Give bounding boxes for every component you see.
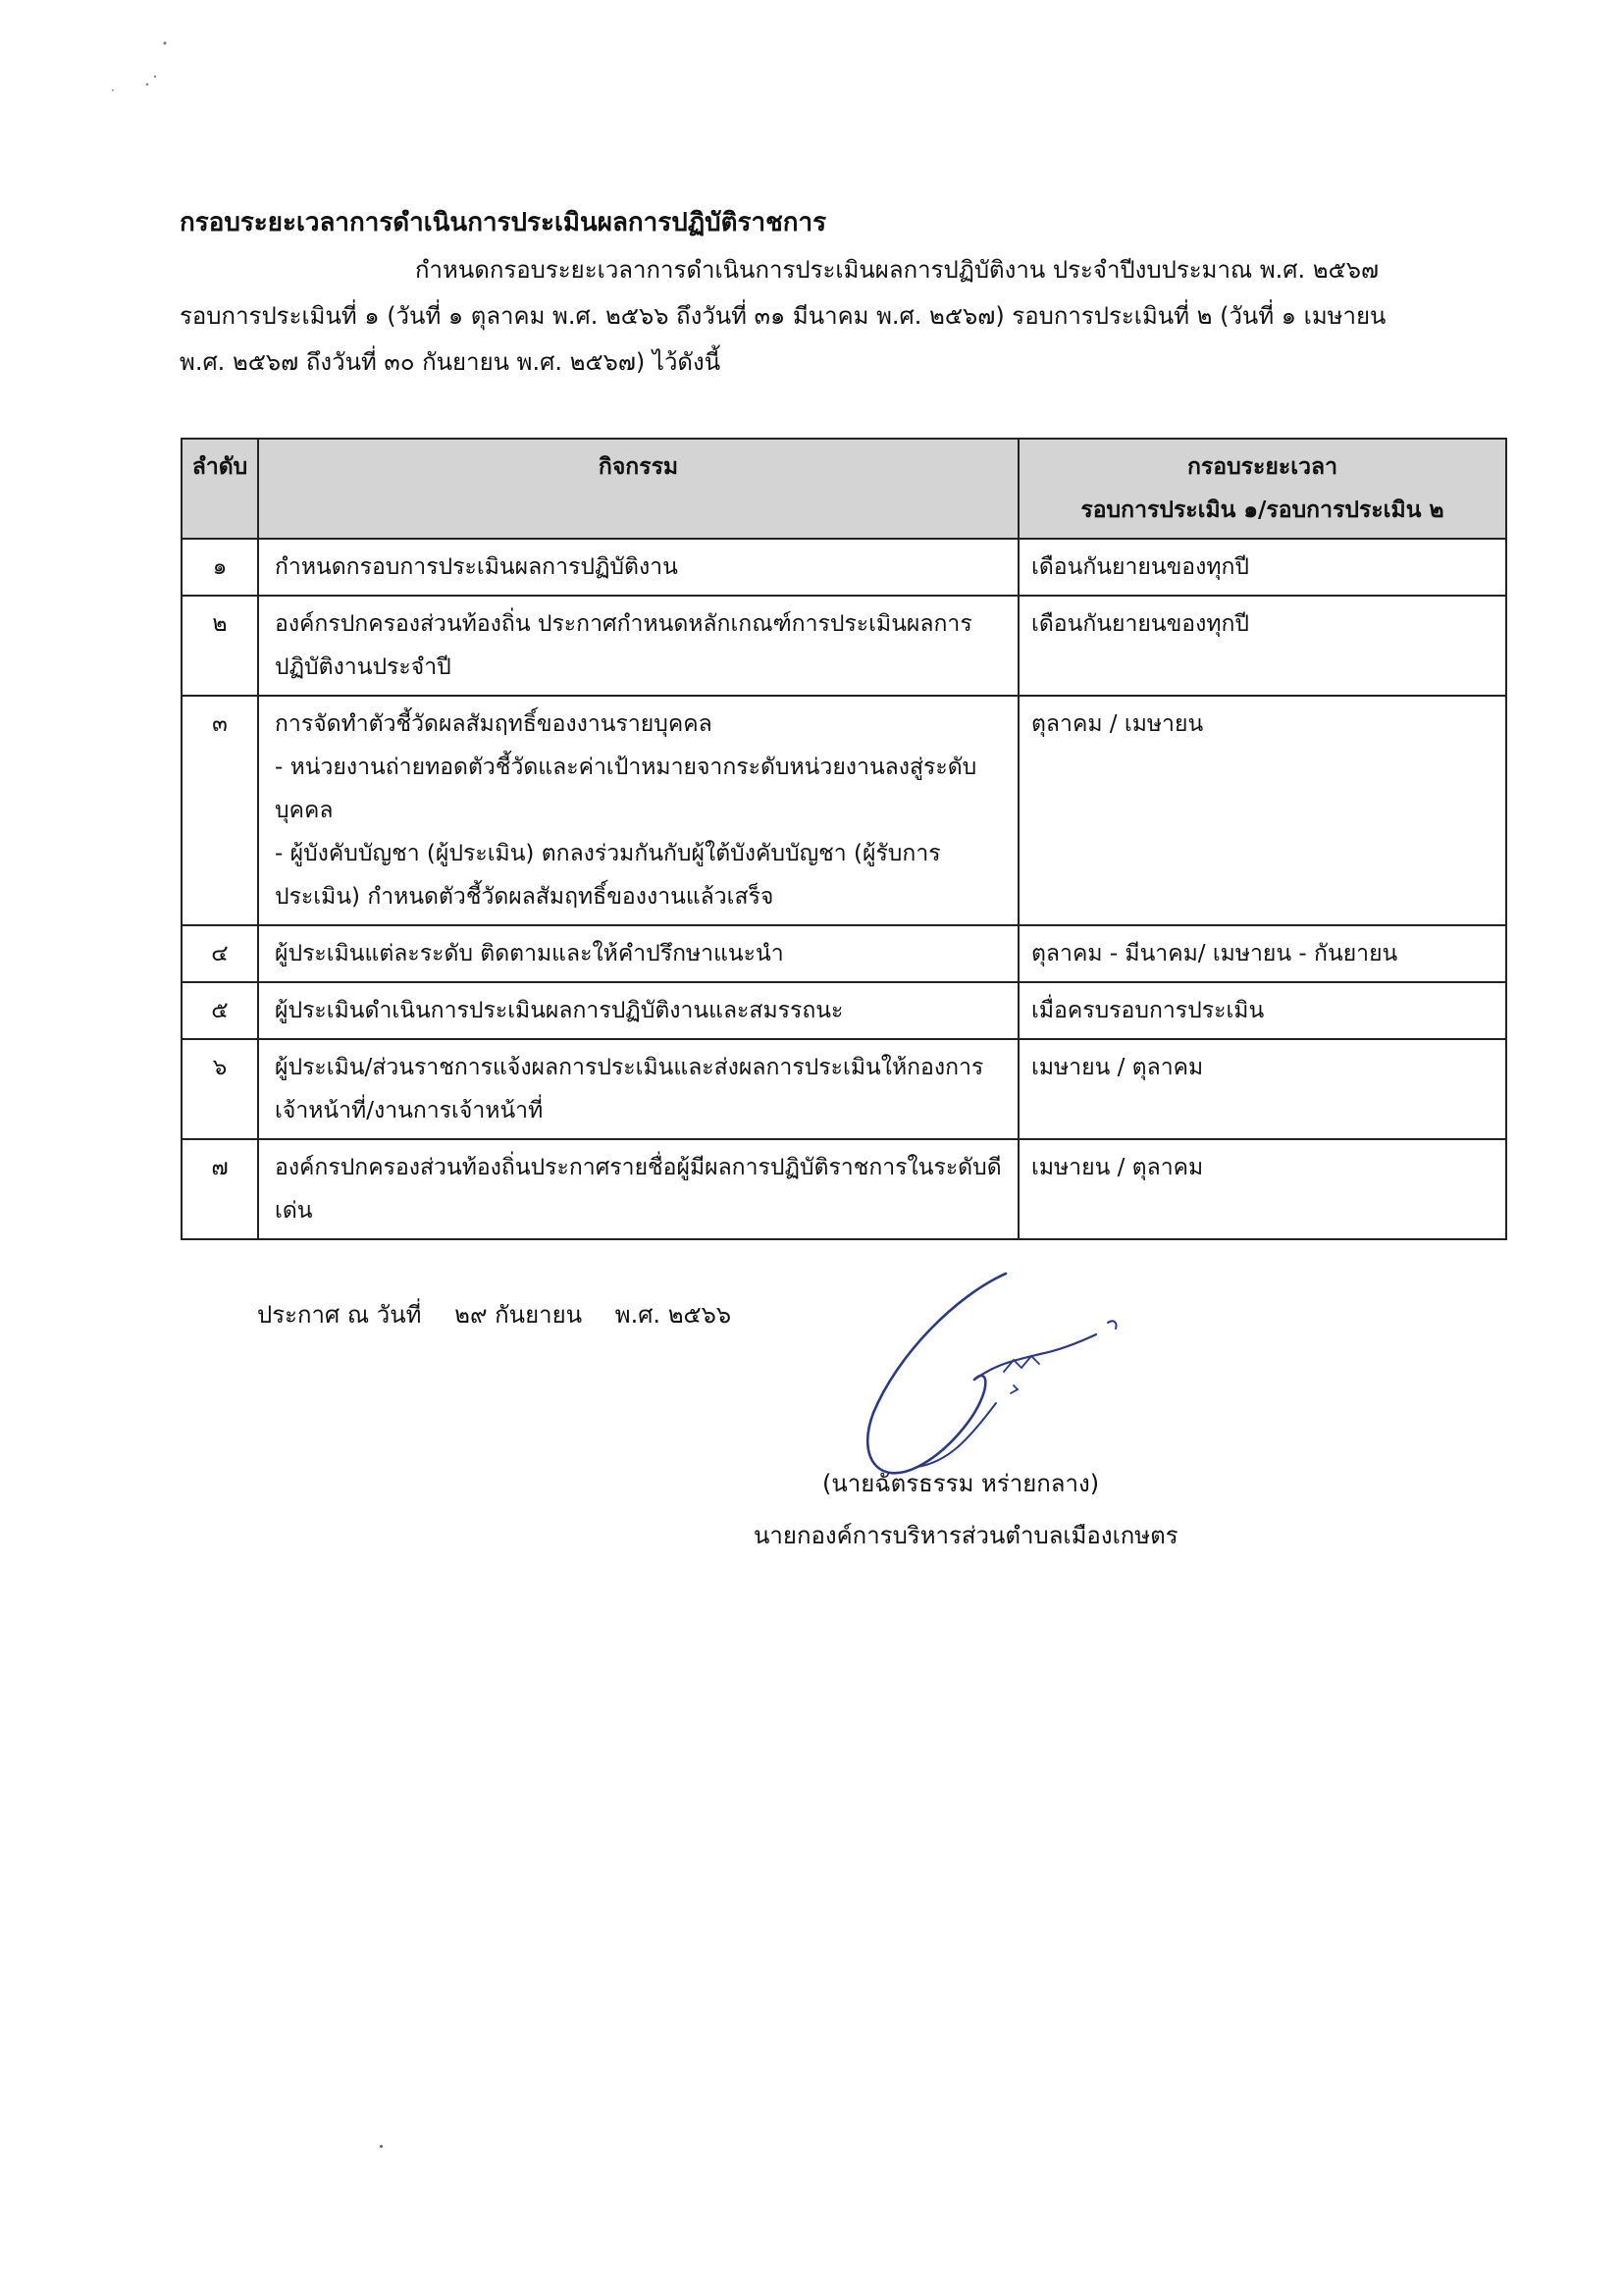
header-no: ลำดับ — [182, 439, 258, 539]
scan-dot — [380, 2145, 383, 2148]
table-row — [182, 596, 1506, 696]
table-header-row — [182, 439, 1506, 539]
header-period-line1: กรอบระยะเวลา — [1186, 454, 1337, 480]
row-activity: ผู้ประเมินดำเนินการประเมินผลการปฏิบัติงานและสมรรถนะ — [258, 982, 1019, 1039]
scan-specks — [98, 29, 177, 108]
row-activity: ผู้ประเมินแต่ละระดับ ติดตามและให้คำปรึกษาแนะนำ — [258, 925, 1019, 982]
header-period-line2: รอบการประเมิน ๑/รอบการประเมิน ๒ — [1080, 497, 1444, 523]
schedule-table — [181, 438, 1507, 1240]
row-period: เดือนกันยายนของทุกปี — [1019, 596, 1506, 696]
row-no: ๗ — [182, 1139, 258, 1239]
row-no: ๕ — [182, 982, 258, 1039]
announcement-line — [257, 1295, 757, 1333]
row-activity: องค์กรปกครองส่วนท้องถิ่นประกาศรายชื่อผู้มีผลการปฏิบัติราชการในระดับดีเด่น — [258, 1139, 1019, 1239]
row-period: ตุลาคม / เมษายน — [1019, 696, 1506, 925]
row-activity: กำหนดกรอบการประเมินผลการปฏิบัติงาน — [258, 539, 1019, 596]
row-no: ๔ — [182, 925, 258, 982]
header-period — [1019, 439, 1506, 539]
row-activity-main: การจัดทำตัวชี้วัดผลสัมฤทธิ์ของงานรายบุคคล — [275, 711, 712, 737]
signer-position: นายกองค์การบริหารส่วนตำบลเมืองเกษตร — [754, 1522, 1178, 1549]
row-no: ๓ — [182, 696, 258, 925]
table-row — [182, 1039, 1506, 1139]
row-period: ตุลาคม - มีนาคม/ เมษายน - กันยายน — [1019, 925, 1506, 982]
announcement-prefix: ประกาศ ณ วันที่ — [257, 1301, 422, 1329]
table-row — [182, 696, 1506, 925]
signer-name: (นายฉัตรธรรม หร่ายกลาง) — [822, 1470, 1100, 1497]
announcement-day: ๒๙ กันยายน — [454, 1301, 583, 1329]
row-no: ๑ — [182, 539, 258, 596]
table-row — [182, 1139, 1506, 1239]
row-period: เมษายน / ตุลาคม — [1019, 1039, 1506, 1139]
row-period: เดือนกันยายนของทุกปี — [1019, 539, 1506, 596]
intro-text: กำหนดกรอบระยะเวลาการดำเนินการประเมินผลการปฏิบัติงาน ประจำปีงบประมาณ พ.ศ. ๒๕๖๗ รอบการประเมินที่ ๑ (วันที่ ๑ ตุลาคม พ.ศ. ๒๕๖๖ ถึงวันที่ ๓๑ มีนาคม พ.ศ. ๒๕๖๗) รอบการประเมินที่ ๒ (วันที่ ๑ เมษายน พ.ศ. ๒๕๖๗ ถึงวันที่ ๓๐ กันยายน พ.ศ. ๒๕๖๗) ไว้ดังนี้ — [180, 256, 1387, 376]
table-row — [182, 539, 1506, 596]
row-period: เมื่อครบรอบการประเมิน — [1019, 982, 1506, 1039]
row-no: ๖ — [182, 1039, 258, 1139]
table-row — [182, 925, 1506, 982]
table-row — [182, 982, 1506, 1039]
row-activity: ผู้ประเมิน/ส่วนราชการแจ้งผลการประเมินและส่งผลการประเมินให้กองการเจ้าหน้าที่/งานการเจ้าหน้าที่ — [258, 1039, 1019, 1139]
row-activity — [258, 696, 1019, 925]
row-activity-sub1: - หน่วยงานถ่ายทอดตัวชี้วัดและค่าเป้าหมายจากระดับหน่วยงานลงสู่ระดับบุคคล — [275, 755, 977, 823]
row-activity-sub2: - ผู้บังคับบัญชา (ผู้ประเมิน) ตกลงร่วมกันกับผู้ใต้บังคับบัญชา (ผู้รับการประเมิน) กำหนดตัวชี้วัดผลสัมฤทธิ์ของงานแล้วเสร็จ — [275, 841, 941, 910]
intro-paragraph — [180, 247, 1396, 386]
document-title: กรอบระยะเวลาการดำเนินการประเมินผลการปฏิบัติราชการ — [180, 208, 827, 237]
row-period: เมษายน / ตุลาคม — [1019, 1139, 1506, 1239]
announcement-year: พ.ศ. ๒๕๖๖ — [614, 1301, 732, 1329]
row-activity: องค์กรปกครองส่วนท้องถิ่น ประกาศกำหนดหลักเกณฑ์การประเมินผลการปฏิบัติงานประจำปี — [258, 596, 1019, 696]
row-no: ๒ — [182, 596, 258, 696]
header-activity: กิจกรรม — [258, 439, 1019, 539]
